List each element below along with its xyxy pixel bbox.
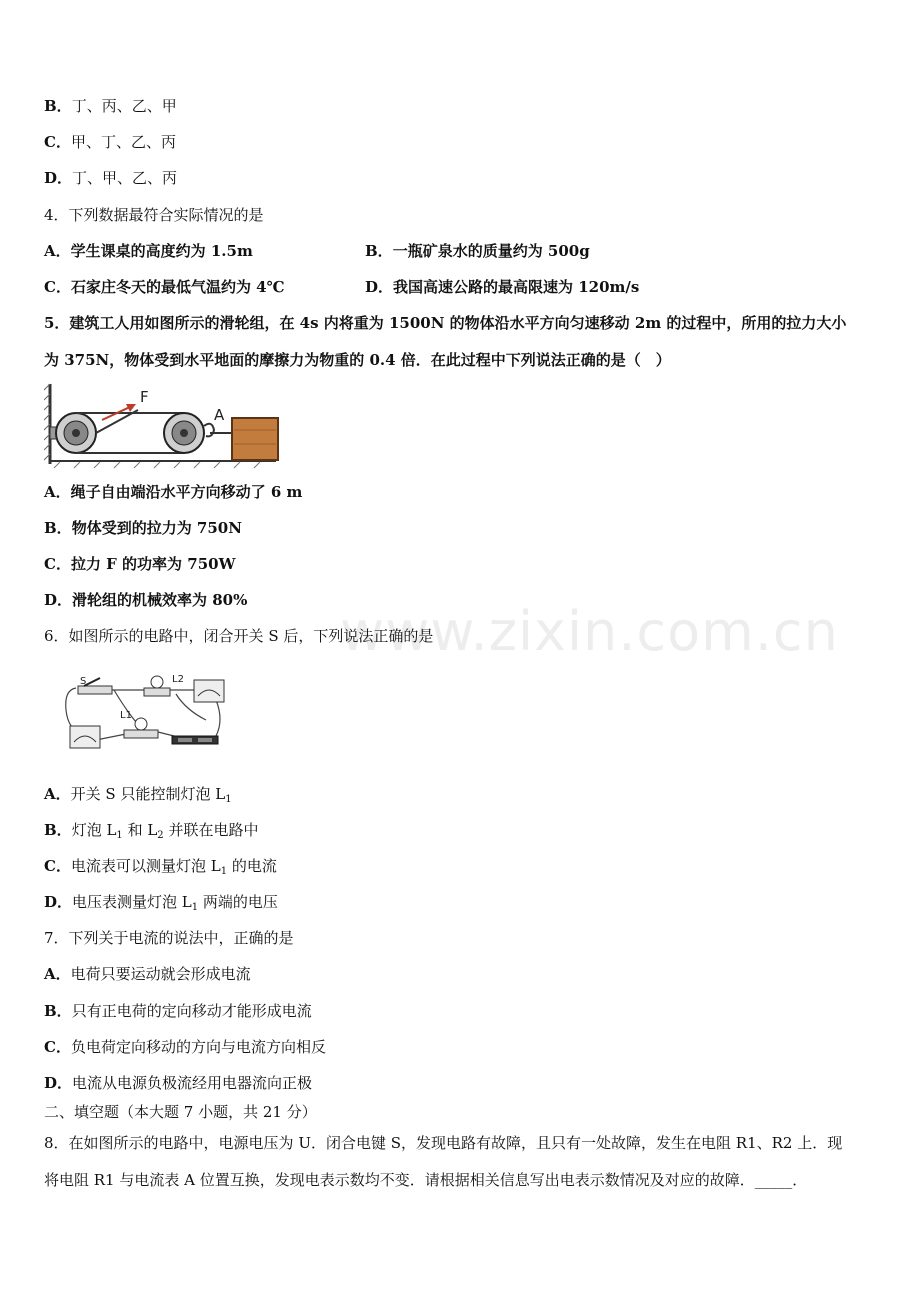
object-block <box>232 418 278 460</box>
q6-option-c: C．电流表可以测量灯泡 $L_1$ 的电流 <box>44 857 277 877</box>
lamp-l2 <box>151 676 163 688</box>
q7-option-b: B．只有正电荷的定向移动才能形成电流 <box>44 1002 312 1020</box>
q5-option-a: A．绳子自由端沿水平方向移动了 6 m <box>44 483 303 501</box>
q6-stem: 6．如图所示的电路中，闭合开关 S 后，下列说法正确的是 <box>44 627 434 645</box>
q5-stem-line1: 5．建筑工人用如图所示的滑轮组，在 4s 内将重为 1500N 的物体沿水平方向匀速移动 2m 的过程中，所用的拉力大小 <box>44 314 847 332</box>
q3-option-c: C．甲、丁、乙、丙 <box>44 133 176 151</box>
lamp-l1 <box>135 718 147 730</box>
lamp1-label: L1 <box>120 710 132 721</box>
q6-option-b: B．灯泡 $L_1$ 和 $L_2$ 并联在电路中 <box>44 821 259 841</box>
switch-label: S <box>80 676 87 687</box>
q4-option-b: B．一瓶矿泉水的质量约为 500g <box>365 242 590 260</box>
q4-stem: 4．下列数据最符合实际情况的是 <box>44 206 264 224</box>
q6-option-d: D．电压表测量灯泡 $L_1$ 两端的电压 <box>44 893 278 913</box>
circuit-figure <box>56 660 236 760</box>
voltmeter <box>194 680 224 702</box>
watermark: www.zixin.com.cn <box>340 600 839 663</box>
q7-option-d: D．电流从电源负极流经用电器流向正极 <box>44 1074 313 1092</box>
q5-stem-line2: 为 375N，物体受到水平地面的摩擦力为物重的 0.4 倍．在此过程中下列说法正确的是（ ） <box>44 351 671 369</box>
q4-option-d: D．我国高速公路的最高限速为 120m/s <box>365 278 640 296</box>
q7-option-c: C．负电荷定向移动的方向与电流方向相反 <box>44 1038 326 1056</box>
q8-stem-line1: 8．在如图所示的电路中，电源电压为 U．闭合电键 S，发现电路有故障，且只有一处故障，发生在电阻 R1、R2 上．现 <box>44 1134 843 1152</box>
q5-option-c: C．拉力 F 的功率为 750W <box>44 555 236 573</box>
pulley-figure <box>44 380 280 470</box>
ammeter <box>70 726 100 748</box>
lamp2-label: L2 <box>172 674 184 685</box>
switch <box>78 686 112 694</box>
q6-option-a: A．开关 S 只能控制灯泡 $L_1$ <box>44 785 232 805</box>
force-label: F <box>140 388 149 406</box>
q4-option-a: A．学生课桌的高度约为 1.5m <box>44 242 253 260</box>
q7-option-a: A．电荷只要运动就会形成电流 <box>44 965 251 983</box>
q3-option-d: D．丁、甲、乙、丙 <box>44 169 178 187</box>
q7-stem: 7．下列关于电流的说法中，正确的是 <box>44 929 294 947</box>
object-label: A <box>214 406 225 424</box>
section-title: 二、填空题（本大题 7 小题，共 21 分） <box>44 1103 317 1121</box>
q8-stem-line2: 将电阻 R1 与电流表 A 位置互换，发现电表示数均不变．请根据相关信息写出电表示数情况及对应的故障．_____． <box>44 1171 808 1189</box>
q4-option-c: C．石家庄冬天的最低气温约为 4℃ <box>44 278 285 296</box>
q5-option-d: D．滑轮组的机械效率为 80% <box>44 591 248 609</box>
q5-option-b: B．物体受到的拉力为 750N <box>44 519 242 537</box>
q3-option-b: B．丁、丙、乙、甲 <box>44 97 177 115</box>
